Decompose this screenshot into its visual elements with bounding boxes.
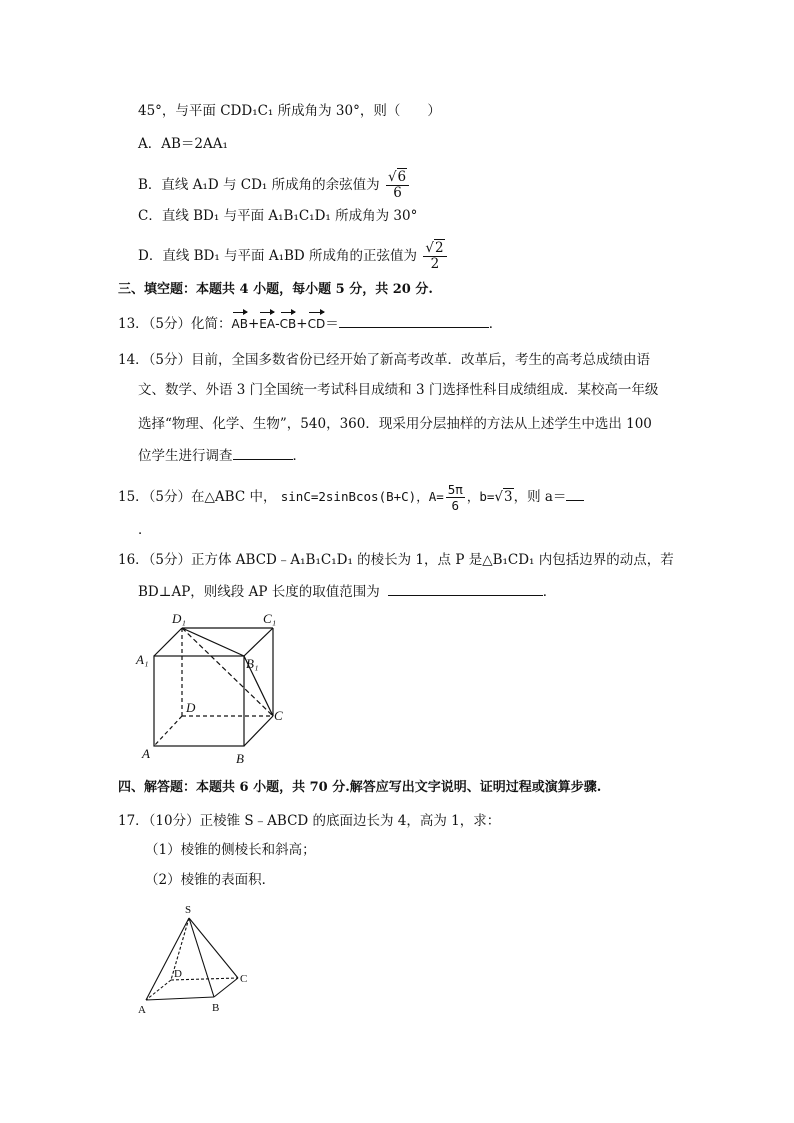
q12-option-b-text: B．直线 A₁D 与 CD₁ 所成角的余弦值为 bbox=[138, 177, 380, 193]
section-fill-blank-heading: 三、填空题：本题共 4 小题，每小题 5 分，共 20 分. bbox=[118, 282, 433, 297]
op: + bbox=[247, 316, 260, 332]
q15-line2: ． bbox=[138, 522, 152, 538]
answer-blank[interactable] bbox=[388, 595, 543, 596]
denominator: 2 bbox=[430, 256, 440, 272]
label-c1: C₁ bbox=[263, 611, 277, 626]
q15-line1 bbox=[118, 482, 584, 513]
sqrt-radicand: 3 bbox=[504, 489, 513, 505]
q14-line4 bbox=[138, 446, 306, 466]
q16-line2 bbox=[138, 582, 556, 602]
label-b1: B₁ bbox=[246, 656, 259, 671]
q13-end: ． bbox=[488, 316, 503, 332]
equals: ＝ bbox=[325, 316, 339, 332]
q12-option-c: C．直线 BD₁ 与平面 A₁B₁C₁D₁ 所成角为 30° bbox=[138, 208, 418, 224]
q13-prefix: 13．（5分）化简： bbox=[118, 316, 232, 332]
q12-stem-tail: 45°，与平面 CDD₁C₁ 所成角为 30°，则（ ） bbox=[138, 103, 441, 119]
label-a1: A₁ bbox=[136, 652, 149, 667]
q12-option-d-text: D．直线 BD₁ 与平面 A₁BD 所成角的正弦值为 bbox=[138, 248, 418, 264]
cube-figure bbox=[130, 608, 300, 768]
q14-line3: 选择“物理、化学、生物”，540，360．现采用分层抽样的方法从上述学生中选出 100 bbox=[138, 416, 652, 432]
label-d1: D₁ bbox=[172, 611, 186, 626]
denominator: 6 bbox=[393, 185, 402, 201]
q16-end: ． bbox=[542, 584, 557, 600]
vector-ab: AB bbox=[232, 314, 248, 334]
cube-front-face bbox=[154, 656, 244, 746]
sin-fraction: $\frac{√2}{2}$ bbox=[423, 241, 446, 272]
label-c: C bbox=[240, 973, 248, 985]
vector-cb: CB bbox=[280, 314, 297, 334]
numerator: 5π bbox=[447, 482, 463, 497]
label-b: B bbox=[212, 1002, 220, 1014]
label-c: C bbox=[274, 708, 283, 723]
q15-b-text: ，b= bbox=[466, 489, 495, 504]
q15-suffix: ，则 a＝ bbox=[513, 489, 567, 505]
q12-option-d bbox=[138, 241, 449, 272]
sqrt-radicand: 2 bbox=[434, 240, 444, 256]
q14-end: ． bbox=[292, 448, 306, 464]
angle-a-fraction bbox=[446, 482, 465, 513]
q14-line4-text: 位学生进行调查 bbox=[138, 448, 233, 464]
q16-line1: 16．（5分）正方体 ABCD﹣A₁B₁C₁D₁ 的棱长为 1，点 P 是△B₁CD₁ 内包括边界的动点，若 bbox=[118, 552, 674, 568]
q17-sub2: （2）棱锥的表面积． bbox=[145, 872, 276, 888]
sqrt-radicand: 6 bbox=[397, 169, 407, 185]
label-b: B bbox=[236, 751, 244, 766]
section-solution-heading: 四、解答题：本题共 6 小题，共 70 分.解答应写出文字说明、证明过程或演算步骤. bbox=[118, 780, 602, 795]
cos-fraction: $\frac{√6}{6}$ bbox=[386, 170, 409, 201]
denominator: 6 bbox=[451, 498, 460, 513]
sqrt-three: √3 bbox=[494, 489, 513, 505]
pyramid-figure bbox=[132, 900, 262, 1020]
label-s: S bbox=[185, 904, 192, 916]
label-a: A bbox=[142, 746, 150, 761]
answer-blank[interactable] bbox=[566, 500, 584, 501]
q17-line1: 17．（10分）正棱锥 S﹣ABCD 的底面边长为 4，高为 1，求： bbox=[118, 813, 501, 829]
answer-blank[interactable] bbox=[233, 459, 293, 460]
vector-ea: EA bbox=[259, 314, 275, 334]
label-d: D bbox=[174, 968, 182, 980]
label-a: A bbox=[138, 1004, 146, 1016]
q13 bbox=[118, 314, 502, 334]
answer-blank[interactable] bbox=[339, 327, 489, 328]
q16-line2-text: BD⊥AP，则线段 AP 长度的取值范围为 bbox=[138, 584, 380, 600]
q12-option-a: A．AB＝2AA₁ bbox=[138, 136, 228, 152]
q15-prefix: 15．（5分）在△ABC 中， bbox=[118, 489, 277, 505]
q14-line2: 文、数学、外语 3 门全国统一考试科目成绩和 3 门选择性科目成绩组成．某校高一年级 bbox=[138, 382, 659, 398]
q17-sub1: （1）棱锥的侧棱长和斜高； bbox=[145, 842, 316, 858]
vector-cd: CD bbox=[308, 314, 326, 334]
q15-formula: sinC=2sinBcos(B+C)，A= bbox=[280, 489, 444, 504]
q12-option-b bbox=[138, 170, 411, 201]
op: - bbox=[275, 316, 280, 332]
q14-line1: 14．（5分）目前，全国多数省份已经开始了新高考改革．改革后，考生的高考总成绩由语 bbox=[118, 352, 651, 368]
op: + bbox=[296, 316, 308, 332]
label-d: D bbox=[186, 700, 196, 715]
